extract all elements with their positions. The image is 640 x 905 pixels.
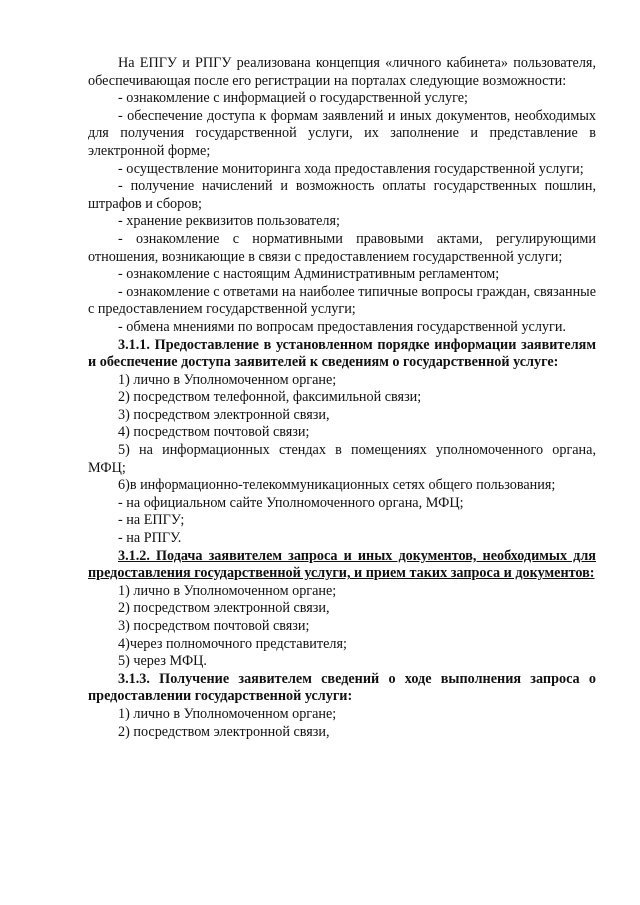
possibility-item: - ознакомление с настоящим Административным регламентом; (118, 266, 500, 283)
list-item: 6)в информационно-телекоммуникационных сетях общего пользования; (118, 477, 556, 494)
list-item: 4)через полномочного представителя; (118, 635, 347, 652)
intro-paragraph: На ЕПГУ и РПГУ реализована концепция «личного кабинета» пользователя, обеспечивающая после его регистрации на порталах следующие возможности: (88, 55, 596, 89)
list-item: 2) посредством электронной связи, (118, 600, 330, 617)
section-heading-3-1-1: 3.1.1. Предоставление в установленном порядке информации заявителям и обеспечение доступа заявителей к сведениям о государственной услуге: (88, 336, 596, 371)
possibility-item: - осуществление мониторинга хода предоставления государственной услуги; (118, 160, 584, 177)
possibility-item: - обеспечение доступа к формам заявлений и иных документов, необходимых для получения государственной услуги, их заполнение и представление в электронной форме; (88, 107, 596, 159)
list-item: - на ЕПГУ; (118, 512, 185, 529)
list-item: 3) посредством почтовой связи; (118, 618, 310, 634)
list-item: - на РПГУ. (118, 530, 182, 547)
list-item: - на официальном сайте Уполномоченного органа, МФЦ; (118, 494, 464, 511)
list-item: 5) через МФЦ. (118, 653, 207, 670)
list-item: 1) лично в Уполномоченном органе; (118, 582, 337, 599)
possibility-item: - ознакомление с информацией о государственной услуге; (118, 90, 468, 107)
list-item: 1) лично в Уполномоченном органе; (118, 705, 337, 722)
list-item: 4) посредством почтовой связи; (118, 424, 310, 441)
section-heading-3-1-2: 3.1.2. Подача заявителем запроса и иных документов, необходимых для предоставления государственной услуги, и прием таких запроса и документов: (88, 547, 596, 582)
list-item: 5) на информационных стендах в помещениях уполномоченного органа, МФЦ; (88, 442, 596, 476)
possibility-item: - ознакомление с ответами на наиболее типичные вопросы граждан, связанные с предоставлением государственной услуги; (88, 283, 596, 318)
possibility-item: - обмена мнениями по вопросам предоставления государственной услуги. (118, 318, 566, 335)
list-item: 2) посредством телефонной, факсимильной связи; (118, 389, 422, 406)
list-item: 3) посредством электронной связи, (118, 406, 330, 423)
document-page (88, 55, 596, 741)
possibility-item: - хранение реквизитов пользователя; (118, 213, 340, 230)
list-item: 2) посредством электронной связи, (118, 723, 330, 740)
list-item: 1) лично в Уполномоченном органе; (118, 371, 337, 388)
possibility-item: - получение начислений и возможность оплаты государственных пошлин, штрафов и сборов; (88, 178, 596, 212)
section-heading-3-1-3: 3.1.3. Получение заявителем сведений о ходе выполнения запроса о предоставлении государственной услуги: (88, 670, 596, 705)
possibility-item: - ознакомление с нормативными правовыми актами, регулирующими отношения, возникающие в связи с предоставлением государственной услуги; (88, 230, 596, 265)
